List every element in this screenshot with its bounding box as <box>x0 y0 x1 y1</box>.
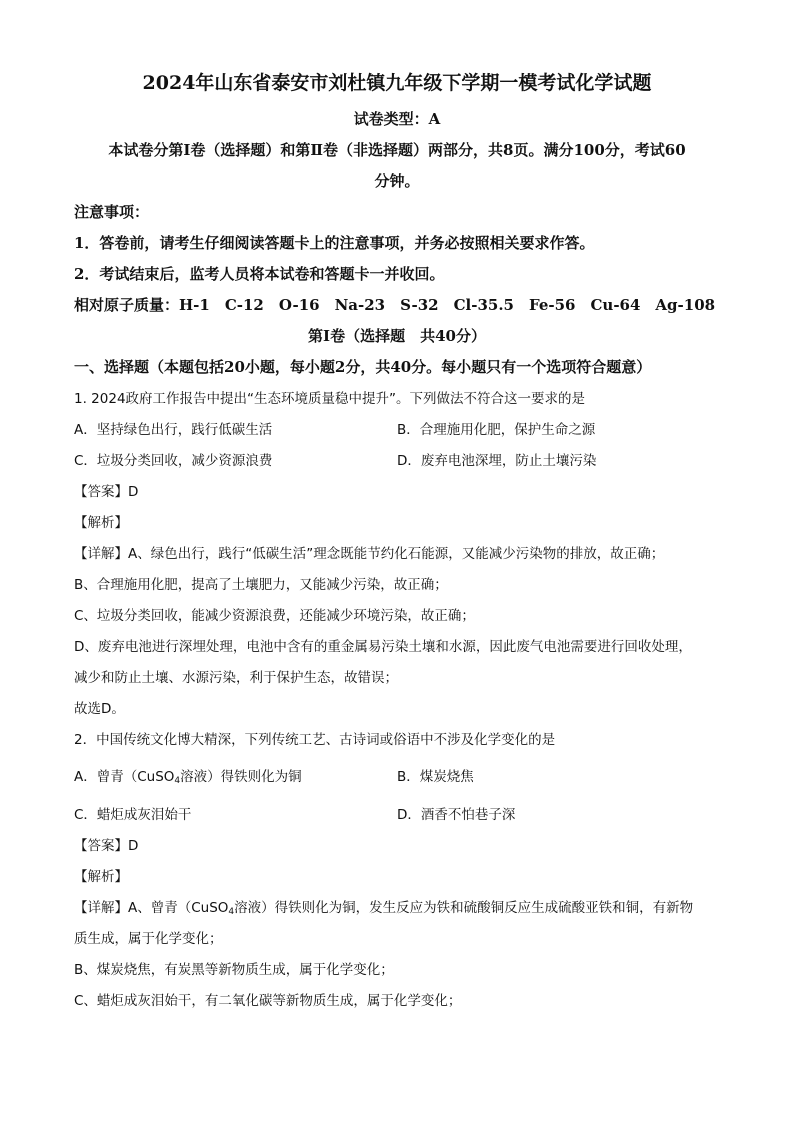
paper-type: 试卷类型：A <box>353 110 441 128</box>
question-1-analysis-label: 【解析】 <box>74 515 128 531</box>
question-2-detail-3: B、煤炭烧焦，有炭黑等新物质生成，属于化学变化； <box>74 962 394 978</box>
question-2-detail-1-sub: 4 <box>228 907 235 917</box>
question-2-option-c: C．蜡炬成灰泪始干 <box>74 807 192 823</box>
question-2-answer: 【答案】D <box>74 838 139 854</box>
question-1-conclusion: 故选D。 <box>74 701 125 717</box>
section-instruction: 一、选择题（本题包括20小题，每小题2分，共40分。每小题只有一个选项符合题意） <box>74 358 652 376</box>
question-1-detail-5: 减少和防止土壤、水源污染，利于保护生态，故错误； <box>74 670 398 686</box>
question-1-detail-4: D、废弃电池进行深埋处理，电池中含有的重金属易污染土壤和水源，因此废气电池需要进行回收处理， <box>74 639 692 655</box>
question-2-detail-4: C、蜡炬成灰泪始干，有二氧化碳等新物质生成，属于化学变化； <box>74 993 462 1009</box>
exam-title: 2024年山东省泰安市刘杜镇九年级下学期一模考试化学试题 <box>142 72 652 94</box>
question-1-option-b: B．合理施用化肥，保护生命之源 <box>397 422 596 438</box>
question-1-detail-2: B、合理施用化肥，提高了土壤肥力，又能减少污染，故正确； <box>74 577 448 593</box>
question-2-detail-1-pre: 【详解】A、曾青（CuSO <box>74 900 229 916</box>
question-2-option-a-post: 溶液）得铁则化为铜 <box>180 769 302 785</box>
question-2-option-d: D．酒香不怕巷子深 <box>397 807 516 823</box>
question-2-option-a-pre: A．曾青（CuSO <box>74 769 175 785</box>
question-1-option-a: A．坚持绿色出行，践行低碳生活 <box>74 422 273 438</box>
section-title: 第Ⅰ卷（选择题 共40分） <box>308 327 486 345</box>
notice-heading: 注意事项： <box>74 203 150 221</box>
intro-line-1: 本试卷分第Ⅰ卷（选择题）和第Ⅱ卷（非选择题）两部分，共8页。满分100分，考试60 <box>108 141 686 159</box>
notice-item-2: 2．考试结束后，监考人员将本试卷和答题卡一并收回。 <box>74 265 445 283</box>
question-1-stem: 1. 2024政府工作报告中提出“生态环境质量稳中提升”。下列做法不符合这一要求的是 <box>74 391 586 407</box>
question-2-analysis-label: 【解析】 <box>74 869 128 885</box>
question-2-detail-1-post: 溶液）得铁则化为铜，发生反应为铁和硫酸铜反应生成硫酸亚铁和铜，有新物 <box>234 900 694 916</box>
question-2-detail-1 <box>74 898 693 918</box>
notice-item-1: 1．答卷前，请考生仔细阅读答题卡上的注意事项，并务必按照相关要求作答。 <box>74 234 595 252</box>
intro-line-2: 分钟。 <box>374 172 420 190</box>
question-2-detail-2: 质生成，属于化学变化； <box>74 931 223 947</box>
question-2-option-b: B．煤炭烧焦 <box>397 769 474 785</box>
question-2-option-a <box>74 767 302 787</box>
question-1-detail-3: C、垃圾分类回收，能减少资源浪费，还能减少环境污染，故正确； <box>74 608 475 624</box>
question-1-answer: 【答案】D <box>74 484 139 500</box>
question-2-stem: 2．中国传统文化博大精深，下列传统工艺、古诗词或俗语中不涉及化学变化的是 <box>74 732 556 748</box>
question-1-option-d: D．废弃电池深埋，防止土壤污染 <box>397 453 597 469</box>
question-1-option-c: C．垃圾分类回收，减少资源浪费 <box>74 453 273 469</box>
question-2-option-a-sub: 4 <box>174 776 181 786</box>
question-1-detail-1: 【详解】A、绿色出行，践行“低碳生活”理念既能节约化石能源，又能减少污染物的排放，故正确； <box>74 546 665 562</box>
atomic-masses: 相对原子质量：H-1 C-12 O-16 Na-23 S-32 Cl-35.5 Fe-56 Cu-64 Ag-108 <box>74 296 716 314</box>
